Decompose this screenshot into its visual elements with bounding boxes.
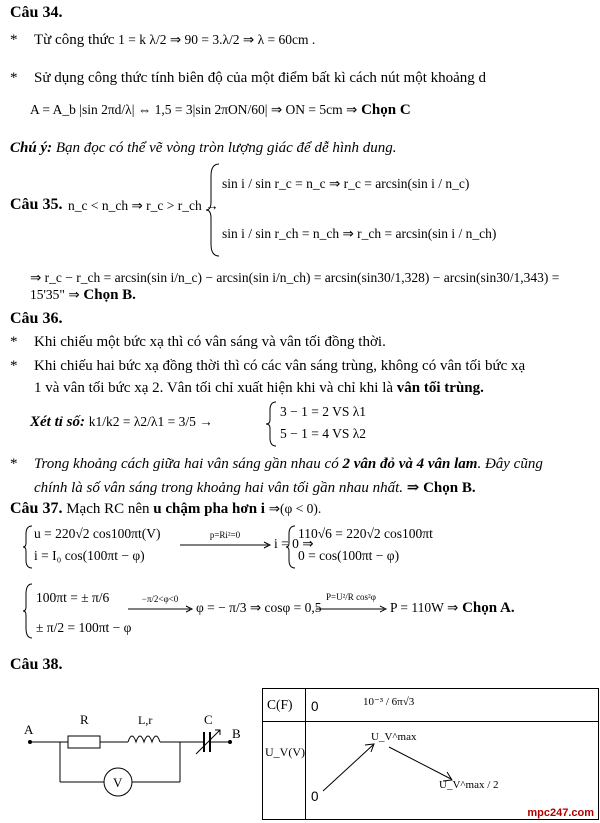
q37-title: Câu 37. [10,500,63,517]
variation-arrows [305,721,598,819]
q36-ratio-c2: 5 − 1 = 4 VS λ2 [280,426,367,441]
q36-ratio-math: k1/k2 = λ2/λ1 = 3/5 → [88,414,213,429]
q37-mid2: φ = − π/3 ⇒ cosφ = 0,5 [196,600,322,615]
q37-result-line [390,600,515,617]
q35-case2: sin i / sin r_ch = n_ch ⇒ r_ch = arcsin(sin i / n_ch) [222,226,497,241]
voltmeter-label: V [113,775,123,790]
q34-line2: Sử dụng công thức tính biên độ của một điểm bất kì cách nút một khoảng d [34,70,487,86]
q37-arrow3-label: P=U²/R cos²φ [326,592,376,602]
q37-answer: Chọn A. [462,600,515,616]
q37-arrow1 [180,540,272,550]
q36-ratio [30,414,213,431]
table-head-c: C(F) [267,697,293,712]
circuit-label-r: R [80,712,89,727]
q36-b2b [34,380,484,397]
table-uv-zero: 0 [311,789,319,804]
bullet: * [10,456,18,472]
q35-answer: Chọn B. [83,287,136,303]
circuit-label-b: B [232,726,241,741]
table-head-uv: U_V(V) [265,745,305,759]
q37-sys2b: 0 = cos(100πt − φ) [298,548,400,563]
q37-sys1b: i = I₀ cos(100πt − φ) [34,548,145,563]
q37-intro-pre: Mạch RC nên [66,501,150,517]
q34-note-label: Chú ý: [10,140,53,156]
q36-b2b-bold: vân tối trùng. [396,380,484,396]
q34-line1-math: 1 = k λ/2 ⇒ 90 = 3.λ/2 ⇒ λ = 60cm . [118,32,316,47]
table-uv-end: U_V^max / 2 [439,779,499,791]
table-c-value: 10⁻³ / 6π√3 [363,696,415,708]
q37-brace1 [22,524,34,570]
q37-arrow2 [128,604,194,614]
q36-b3a-post: . Đây cũng [477,456,543,472]
q36-b3b: chính là số vân sáng trong khoảng hai vân tối gần nhau nhất. [34,480,404,496]
q36-b2a: Khi chiếu hai bức xạ đồng thời thì có các vân sáng trùng, không có vân tối bức xạ [34,358,526,374]
bullet: * [10,70,18,86]
watermark: mpc247.com [527,807,594,819]
q37-result: P = 110W ⇒ [390,600,459,615]
q37-brace2 [285,524,297,570]
q37-sys3a: 100πt = ± π/6 [36,590,110,605]
q36-b3a-bold: 2 vân đỏ và 4 vân lam [342,456,478,472]
q34-answer: Chọn C [361,102,411,118]
q34-line1-text: Từ công thức [34,32,115,48]
q36-b3a [34,456,543,473]
q35-result-line [30,270,595,304]
q37-sys2a: 110√6 = 220√2 cos100πt [298,526,433,541]
q37-arrow2-label: −π/2<φ<0 [141,594,179,604]
q34-note [10,140,397,157]
q34-line3-math: A = A_b |sin 2πd/λ| ⇔ 1,5 = 3|sin 2πON/60| ⇒ ON = 5cm ⇒ [30,102,358,117]
q36-title: Câu 36. [10,310,63,327]
q36-ratio-label: Xét tỉ số: [30,414,85,430]
q36-b3a-pre: Trong khoảng cách giữa hai vân sáng gần nhau có [34,456,339,472]
q37-intro-bold: u chậm pha hơn i [153,501,265,517]
q37-sys3b: ± π/2 = 100πt − φ [36,620,132,635]
q35-result: ⇒ r_c − r_ch = arcsin(sin i/n_c) − arcsin(sin i/n_ch) = arcsin(sin30/1,328) − arcsin(sin30/1,343) = 15'35" ⇒ [30,270,560,302]
q37-arrow3 [316,604,388,614]
circuit-label-a: A [24,722,34,737]
q34-note-text: Bạn đọc có thể vẽ vòng tròn lượng giác để dễ hình dung. [55,140,397,156]
table-c-zero: 0 [311,699,319,714]
q35-cond: n_c < n_ch ⇒ r_c > r_ch → [68,198,219,213]
bullet: * [10,358,18,374]
q36-b1: Khi chiếu một bức xạ thì có vân sáng và vân tối đồng thời. [34,334,386,350]
q37-intro [10,500,321,518]
table-uv-max: U_V^max [371,731,417,743]
q37-brace3 [22,582,34,640]
q34-title: Câu 34. [10,4,63,21]
q36-answer: ⇒ Chọn B. [406,480,476,496]
q34-line1 [34,32,315,49]
q37-sys1a: u = 220√2 cos100πt(V) [34,526,161,541]
q35-title: Câu 35. [10,196,63,213]
q36-brace [265,400,279,448]
q37-mid1: i = 0 ⇒ [274,536,314,551]
bullet: * [10,32,18,48]
circuit-label-l: L,r [138,713,153,727]
q37-intro-post: ⇒(φ < 0). [268,501,322,516]
inductor [128,736,160,742]
circuit-diagram [18,712,258,808]
q38-title: Câu 38. [10,656,63,673]
bullet: * [10,334,18,350]
q36-ratio-c1: 3 − 1 = 2 VS λ1 [280,404,367,419]
q36-b2b-text: 1 và vân tối bức xạ 2. Vân tối chỉ xuất hiện khi và chỉ khi là [34,380,394,396]
variation-table [262,688,599,820]
q37-arrow1-label: p=Ri²=0 [209,530,241,540]
resistor [68,736,100,748]
q36-b3b-line [34,478,476,497]
q34-line3 [30,102,411,119]
q35-case1: sin i / sin r_c = n_c ⇒ r_c = arcsin(sin i / n_c) [222,176,470,191]
circuit-label-c: C [204,712,213,727]
